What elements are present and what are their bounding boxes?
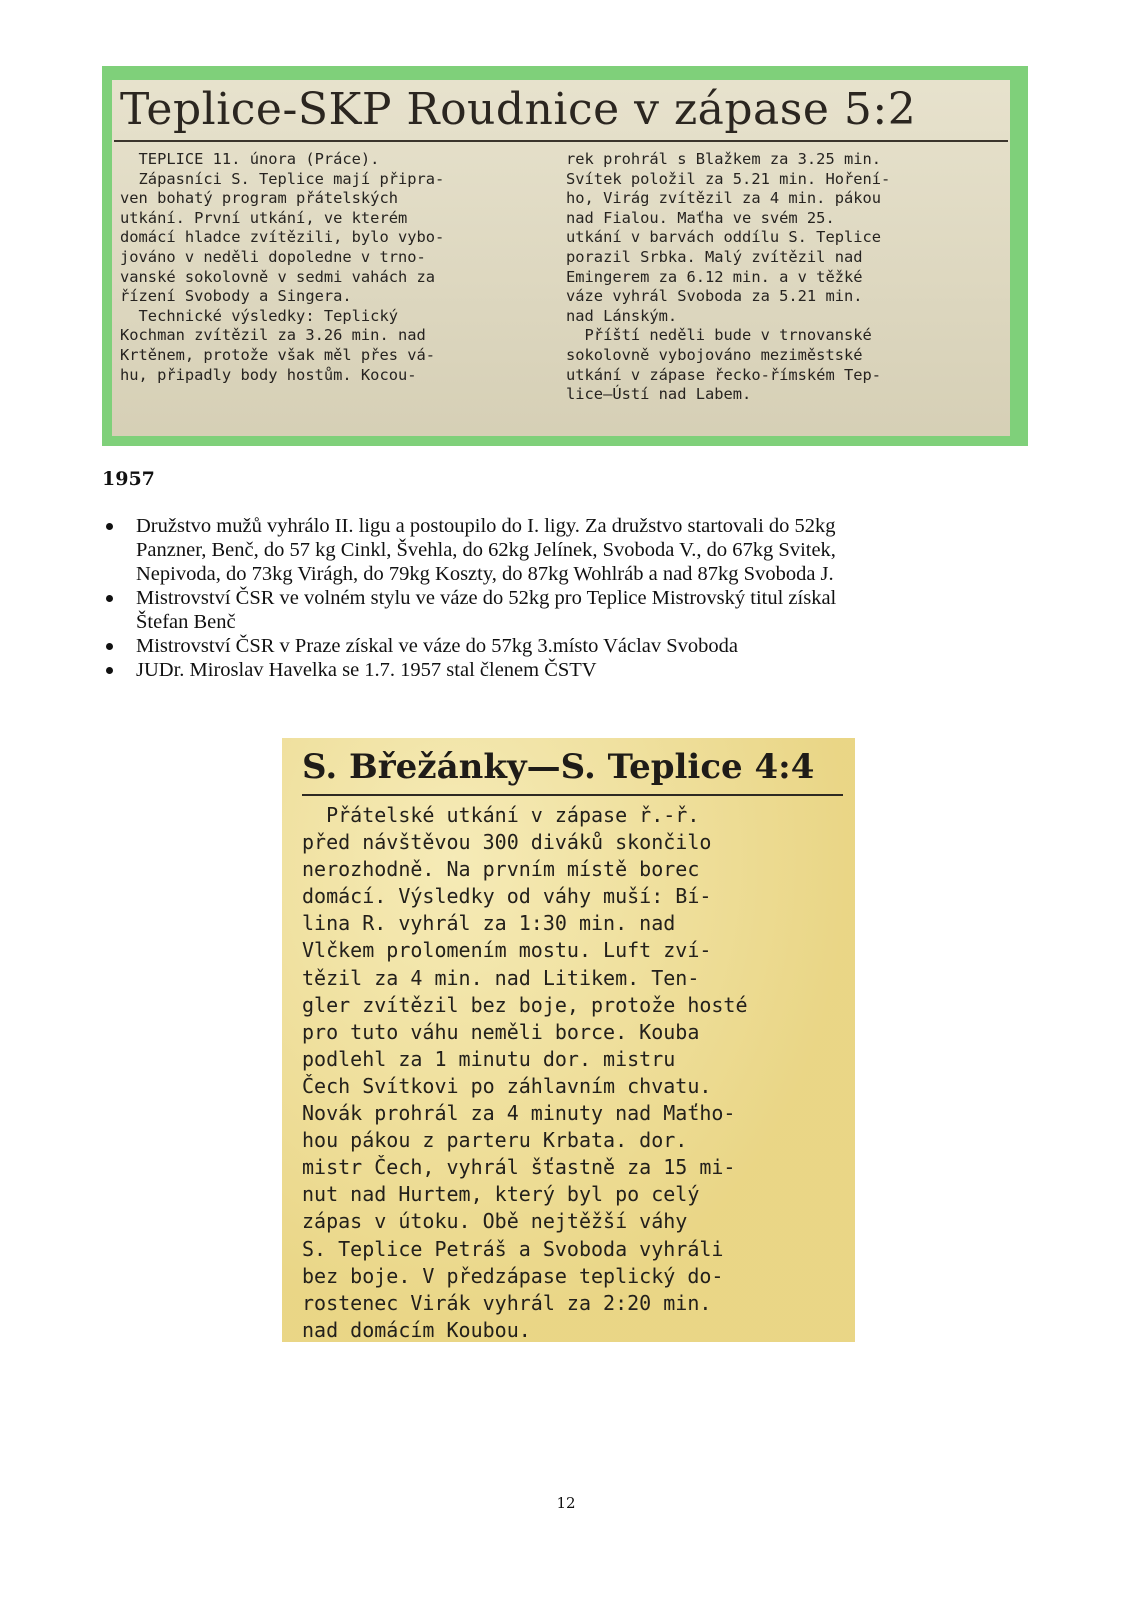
- list-item: [102, 586, 1002, 634]
- clipping-left-column: [120, 150, 550, 385]
- clipping-headline: Teplice-SKP Roudnice v zápase 5:2: [120, 84, 917, 135]
- clipping-columns: [120, 150, 1010, 430]
- list-item: [102, 514, 1002, 586]
- clipping-text-line: bez boje. V předzápase teplický do-: [302, 1263, 724, 1288]
- clipping-text-line: nad Lánským.: [566, 306, 678, 325]
- clipping-text-line: Zápasníci S. Teplice mají připra-: [120, 169, 445, 188]
- list-item-text: Mistrovství ČSR ve volném stylu ve váze do 52kg pro Teplice Mistrovský titul získal Štefan Benč: [136, 587, 837, 633]
- year-heading: 1957: [102, 468, 155, 490]
- clipping-text-line: řízení Svobody a Singera.: [120, 287, 352, 306]
- list-item-text: Mistrovství ČSR v Praze získal ve váze do 57kg 3.místo Václav Svoboda: [136, 635, 739, 657]
- bullet-icon: [106, 667, 113, 674]
- clipping-text-line: lina R. vyhrál za 1:30 min. nad: [302, 911, 676, 936]
- clipping-text-line: vanské sokolovně v sedmi vahách za: [120, 267, 436, 286]
- clipping-text-line: rek prohrál s Blažkem za 3.25 min.: [566, 150, 882, 168]
- bullet-icon: [106, 643, 113, 650]
- clipping-text-line: pro tuto váhu neměli borce. Kouba: [302, 1019, 700, 1044]
- clipping-headline: S. Břežánky—S. Teplice 4:4: [302, 747, 815, 787]
- clipping-text-line: nerozhodně. Na prvním místě borec: [302, 857, 700, 882]
- clipping-text-line: ho, Virág zvítězil za 4 min. pákou: [566, 189, 882, 208]
- list-item: [102, 634, 1002, 658]
- clipping-text-line: Příští neděli bude v trnovanské: [566, 326, 872, 345]
- newspaper-clipping-roudnice: [102, 66, 1028, 446]
- list-item-text: JUDr. Miroslav Havelka se 1.7. 1957 stal členem ČSTV: [136, 659, 597, 681]
- clipping-text-line: jováno v neděli dopoledne v trno-: [120, 247, 426, 266]
- headline-rule: [114, 140, 1008, 142]
- clipping-text-line: rostenec Virák vyhrál za 2:20 min.: [302, 1290, 712, 1315]
- clipping-text-line: hou pákou z parteru Krbata. dor.: [302, 1128, 688, 1153]
- clipping-article: [302, 802, 842, 1344]
- clipping-right-column: [566, 150, 996, 405]
- clipping-text-line: podlehl za 1 minutu dor. mistru: [302, 1046, 676, 1071]
- clipping-text-line: domácí. Výsledky od váhy muší: Bí-: [302, 884, 712, 909]
- clipping-text-line: Přátelské utkání v zápase ř.-ř.: [302, 803, 700, 827]
- clipping-text-line: Technické výsledky: Teplický: [120, 306, 398, 325]
- newspaper-clipping-brezanky: [282, 738, 855, 1342]
- clipping-text-line: domácí hladce zvítězili, bylo vybo-: [120, 228, 445, 247]
- clipping-text-line: S. Teplice Petráš a Svoboda vyhráli: [302, 1236, 724, 1261]
- list-item-text: Družstvo mužů vyhrálo II. ligu a postoupilo do I. ligy. Za družstvo startovali do 52kg Panzner, Benč, do 57 kg Cinkl, Švehla, do 62kg Jelínek, Svoboda V., do 67kg Svitek, Nepivoda, do 73kg Virágh, do 79kg Koszty, do 87kg Wohlráb a nad 87kg Svoboda J.: [136, 515, 836, 585]
- clipping-text-line: lice—Ústí nad Labem.: [566, 385, 752, 404]
- list-item: [102, 658, 1002, 682]
- clipping-text-line: gler zvítězil bez boje, protože hosté: [302, 992, 748, 1017]
- bullet-icon: [106, 523, 113, 530]
- clipping-text-line: Novák prohrál za 4 minuty nad Maťho-: [302, 1101, 736, 1126]
- clipping-text-line: Čech Svítkovi po záhlavním chvatu.: [302, 1073, 712, 1098]
- clipping-text-line: váze vyhrál Svoboda za 5.21 min.: [566, 287, 863, 306]
- achievement-list: [102, 514, 1002, 682]
- clipping-text-line: utkání v barvách oddílu S. Teplice: [566, 228, 882, 247]
- clipping-text-line: mistr Čech, vyhrál šťastně za 15 mi-: [302, 1155, 736, 1180]
- clipping-text-line: porazil Srbka. Malý zvítězil nad: [566, 247, 863, 266]
- clipping-text-line: tězil za 4 min. nad Litikem. Ten-: [302, 965, 700, 990]
- bullet-icon: [106, 595, 113, 602]
- clipping-text-line: Emingerem za 6.12 min. a v těžké: [566, 267, 863, 286]
- page-number: 12: [556, 1494, 576, 1512]
- clipping-text-line: zápas v útoku. Obě nejtěžší váhy: [302, 1209, 688, 1234]
- clipping-text-line: ven bohatý program přátelských: [120, 189, 398, 208]
- clipping-text-line: před návštěvou 300 diváků skončilo: [302, 830, 712, 855]
- clipping-text-line: TEPLICE 11. února (Práce).: [120, 150, 380, 168]
- clipping-text-line: Kochman zvítězil za 3.26 min. nad: [120, 326, 426, 345]
- clipping-text-line: nad Fialou. Maťha ve svém 25.: [566, 208, 835, 227]
- headline-rule: [302, 794, 843, 796]
- clipping-text-line: hu, připadly body hostům. Kocou-: [120, 365, 417, 384]
- clipping-text-line: nut nad Hurtem, který byl po celý: [302, 1182, 700, 1207]
- clipping-text-line: utkání v zápase řecko-římském Tep-: [566, 365, 882, 384]
- clipping-text-line: sokolovně vybojováno meziměstské: [566, 345, 863, 364]
- clipping-text-line: Svítek položil za 5.21 min. Hoření-: [566, 169, 891, 188]
- clipping-text-line: Krtěnem, protože však měl přes vá-: [120, 345, 436, 364]
- clipping-text-line: nad domácím Koubou.: [302, 1317, 531, 1342]
- clipping-text-line: utkání. První utkání, ve kterém: [120, 208, 408, 227]
- clipping-text-line: Vlčkem prolomením mostu. Luft zví-: [302, 938, 712, 963]
